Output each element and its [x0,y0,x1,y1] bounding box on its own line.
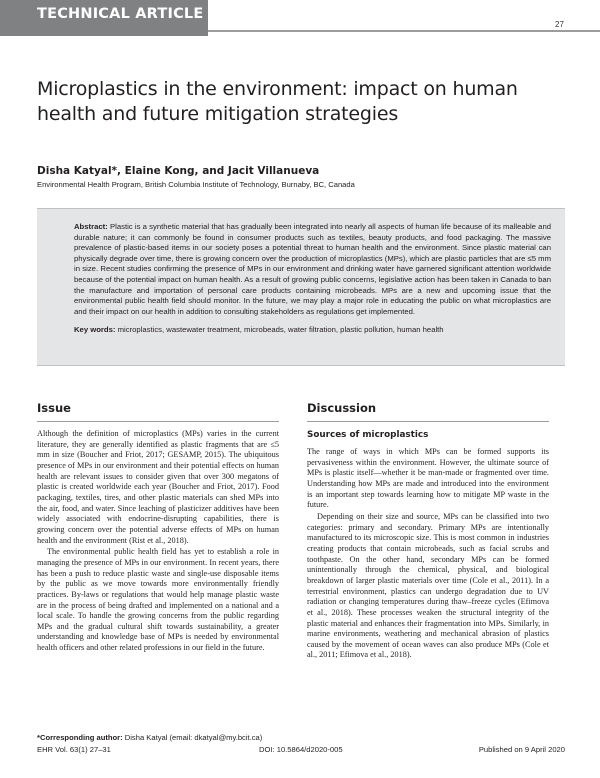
keywords-text: microplastics, wastewater treatment, microbeads, water filtration, plastic pollution, human health [117,325,444,335]
keywords-label: Key words: [74,325,116,335]
heading-rule [37,421,279,422]
discussion-column [307,401,549,661]
authors: Disha Katyal*, Elaine Kong, and Jacit Villanueva [37,165,320,177]
header-rule [208,30,600,32]
discussion-paragraph: The range of ways in which MPs can be formed supports its pervasiveness within the environment. However, the ultimate source of MPs is plastic itself—whether it be man-made or fragmented over time. Understanding how MPs are made and introduced into the environment is an important step towards learning how to mitigate MP waste in the future. [307,447,549,510]
doi: DOI: 10.5864/d2020-005 [259,745,343,754]
discussion-paragraph: Depending on their size and source, MPs can be classified into two categories: primary and secondary. Primary MPs are intentionally manufactured to its microscopic size. This is most common in industries creating products that contain microbeads, such as facial scrubs and toothpaste. On the other hand, secondary MPs can be formed unintentionally through the chemical, physical, and biological breakdown of larger plastic materials over time (Cole et al., 2011). In a terrestrial environment, plastics can undergo degradation due to UV radiation or changing temperatures during thaw–freeze cycles (Efimova et al., 2018). These processes weaken the structural integrity of the plastic material and enhances their fragmentation into MPs. Similarly, in marine environments, weathering and mechanical abrasion of plastics caused by the movement of ocean waves can also produce MPs (Cole et al., 2011; Efimova et al., 2018). [307,511,549,660]
heading-rule [307,421,549,422]
article-title: Microplastics in the environment: impact on human health and future mitigation strategies [37,78,518,125]
abstract-paragraph [74,222,551,317]
abstract-label: Abstract: [74,222,108,231]
issue-paragraph: The environmental public health field has yet to establish a role in managing the presence of MPs in our environment. In recent years, there has been a push to reduce plastic waste and single-use disposable items by the public as we move towards more environmentally friendly practices. By-laws or regulations that would help manage plastic waste are in the process of being drafted and implemented on a national and a local scale. To handle the growing concerns from the public regarding MPs and the gradual cultural shift towards sustainability, a greater understanding and knowledge base of MPs is needed by environmental health officers and other related professions in our field in the future. [37,547,279,653]
published-date: Published on 9 April 2020 [478,745,565,754]
keywords-line [74,325,551,336]
page-footer [37,745,565,757]
abstract-text: Plastic is a synthetic material that has gradually been integrated into nearly all aspects of human life because of its malleable and durable nature; it can commonly be found in consumer products such as textiles, beauty products, and food packaging. The massive prevalence of plastic-based items in our society poses a potential threat to human health and the environment. Since plastic material can physically degrade over time, there is growing concern over the production of microplastics (MPs), which are plastic particles that are ≤5 mm in size. Recent studies confirming the presence of MPs in our environment and drinking water have garnered significant attention worldwide because of the potential impact on human health. As a result of growing public concerns, legislative action has been taken in Canada to ban the manufacture and importation of personal care products containing microbeads. MPs are a new and upcoming issue that the environmental public health field should monitor. In the future, we may play a major role in educating the public on what microplastics are and their impact on our health in addition to consulting stakeholders as regulations get implemented. [74,222,551,316]
corresponding-author [37,733,262,742]
affiliation: Environmental Health Program, British Columbia Institute of Technology, Burnaby, BC, Canada [37,180,355,189]
section-label: TECHNICAL ARTICLE [37,6,204,22]
issue-heading: Issue [37,401,71,415]
discussion-heading: Discussion [307,401,377,415]
issue-column [37,401,279,654]
corresponding-email: Disha Katyal (email: dkatyal@my.bcit.ca) [124,733,263,742]
issue-paragraph: Although the definition of microplastics (MPs) varies in the current literature, they are generally identified as plastic fragments that are ≤5 mm in size (Boucher and Friot, 2017; GESAMP, 2015). The ubiquitous presence of MPs in our environment and their potential effects on human health are relevant issues to consider given that over 300 megatons of plastic is created worldwide each year (Boucher and Friot, 2017). Food packaging, textiles, tires, and other plastic materials can shed MPs into the air, food, and water. Since leaching of plasticizer additives have been widely associated with endocrine-disrupting capabilities, there is growing concern over the potential adverse effects of MPs on human health and the environment (Rist et al., 2018). [37,429,279,545]
abstract-box [37,208,565,366]
page-number: 27 [555,20,564,29]
journal-citation: EHR Vol. 63(1) 27–31 [37,745,111,754]
sources-subheading: Sources of microplastics [307,430,429,440]
corresponding-label: *Corresponding author: [37,733,123,742]
